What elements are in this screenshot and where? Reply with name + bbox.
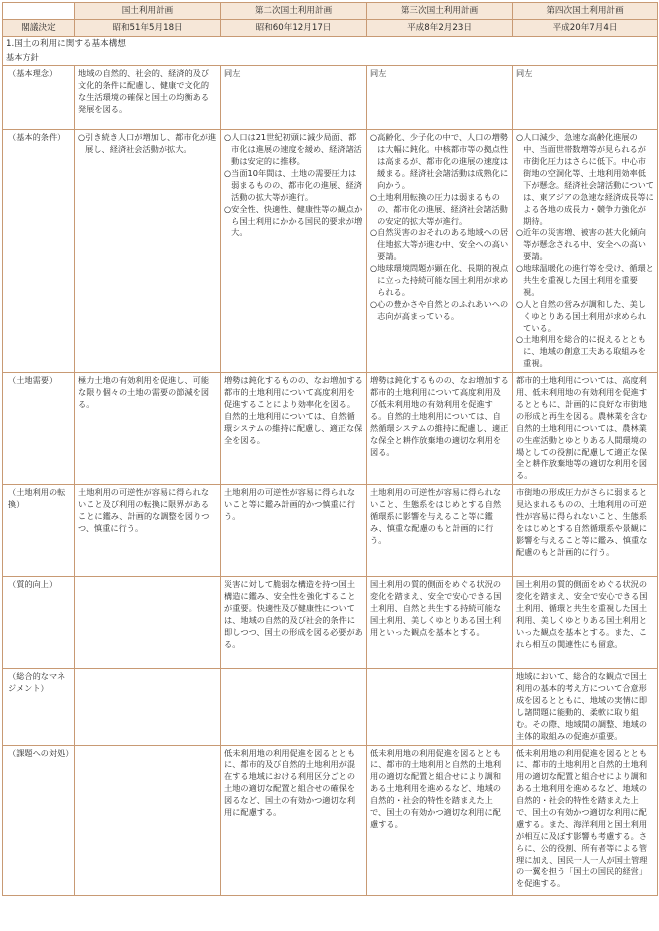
- cell-text: 土地利用の可逆性が容易に得られないこと、生態系をはじめとする自然循環系に影響を与えること等に鑑み、慎重な配慮のもと計画的に行う。: [370, 487, 502, 545]
- header-corner: [3, 3, 75, 20]
- circle-bullet-icon: ○: [224, 168, 232, 179]
- table-row: [3, 130, 658, 373]
- circle-bullet-icon: ○: [370, 298, 378, 309]
- row-label-cell: [3, 669, 75, 745]
- plan-cell-2: [221, 577, 367, 669]
- plan-comparison-table: [2, 2, 658, 896]
- table-row: [3, 485, 658, 577]
- bullet-text: 人口減少、急速な高齢化進展の中、当面世帯数増等が見られるが市街化圧力はさらに低下。中心市街地の空洞化等、土地利用効率低下が懸念。経済社会諸活動については、東アジアの急速な経済成長等による各地の成長力・競争力強化が期待。: [523, 132, 654, 226]
- row-label: （基本的条件）: [8, 132, 66, 143]
- bullet-item: [516, 263, 654, 299]
- row-label-cell: [3, 745, 75, 895]
- table-row: [3, 745, 658, 895]
- circle-bullet-icon: ○: [370, 191, 378, 202]
- section-row: [3, 37, 658, 52]
- bullet-item: [516, 227, 654, 263]
- bullet-text: 地球温暖化の進行等を受け、循環と共生を重視した国土利用を重要視。: [523, 263, 654, 297]
- cell-text: 土地利用の可逆性が容易に得られないこと等に鑑み計画的かつ慎重に行う。: [224, 487, 356, 521]
- plan-cell-4: [513, 373, 658, 485]
- cell-text: 市街地の形成圧力がさらに弱まると見込まれるものの、土地利用の可逆性が容易に得られないこと、生態系をはじめとする自然循環系や景観に影響を与えること等に鑑み、慎重な配慮のもと計画的に行う。: [516, 487, 648, 557]
- circle-bullet-icon: ○: [516, 132, 524, 143]
- cell-text: 同左: [516, 68, 533, 79]
- plan-name-3: 第三次国土利用計画: [367, 3, 513, 20]
- plan-cell-4: [513, 669, 658, 745]
- plan-cell-3: [367, 66, 513, 130]
- cell-text: 同左: [224, 68, 241, 79]
- bullet-text: 人と自然の営みが調和した、美しくゆとりある国土利用が求められている。: [523, 298, 646, 333]
- cell-text: 同左: [370, 68, 387, 79]
- plan-cell-4: [513, 745, 658, 895]
- circle-bullet-icon: ○: [370, 263, 378, 274]
- plan-date-1: 昭和51年5月18日: [75, 20, 221, 37]
- plan-cell-3: [367, 577, 513, 669]
- plan-cell-3: [367, 485, 513, 577]
- cell-text: 地域において、総合的な観点で国土利用の基本的考え方について合意形成を図るとともに、地域の実情に即し諸問題に能動的、柔軟に取り組む。その際、地域間の調整、地域の主体的取組みの促進が重要。: [516, 671, 648, 741]
- plan-cell-1: [75, 577, 221, 669]
- bullet-text: 自然災害のおそれのある地域への居住地拡大等が進む中、安全への高い要請。: [377, 227, 509, 262]
- circle-bullet-icon: ○: [516, 227, 524, 238]
- cell-text: 増勢は鈍化するものの、なお増加する都市的土地利用について高度利用及び低未利用地の有効利用を促進する。自然的土地利用については、自然循環システムの維持に配慮し、適正な保全と耕作放棄地の適切な利用を図る。: [370, 375, 509, 457]
- row-label: （土地需要）: [8, 375, 58, 386]
- cabinet-decision-label: 閣議決定: [3, 20, 75, 37]
- bullet-text: 人口は21世紀初頭に減少局面、都市化は進展の速度を緩め、経済諸活動は安定的に推移。: [231, 132, 362, 167]
- section-title: 1.国土の利用に関する基本構想: [6, 39, 126, 49]
- bullet-text: 心の豊かさや自然とのふれあいへの志向が高まっている。: [377, 298, 509, 321]
- circle-bullet-icon: ○: [516, 334, 524, 345]
- plan-date-2: 昭和60年12月17日: [221, 20, 367, 37]
- circle-bullet-icon: ○: [370, 132, 378, 143]
- table-row: [3, 66, 658, 130]
- plan-cell-4: [513, 485, 658, 577]
- bullet-text: 安全性、快適性、健康性等の観点から国土利用にかかる国民的要求が増大。: [231, 203, 363, 238]
- cell-text: 都市的土地利用については、高度利用、低未利用地の有効利用を促進するとともに、計画的に良好な市街地の形成と再生を図る。農林業を含む自然的土地利用については、農林業の生産活動とゆとりある人間環境の場としての役割に配慮して適正な保全と耕作放棄地等の適切な利用を図る。: [516, 375, 648, 481]
- subsection-row: [3, 51, 658, 65]
- bullet-item: [224, 168, 363, 204]
- plan-cell-3: [367, 745, 513, 895]
- cell-text: 低未利用地の利用促進を図るとともに、都市的土地利用と自然的土地利用の適切な配置と組合せにより調和ある土地利用を進めるなど、地域の自然的・社会的特性を踏まえた上で、国土の有効かつ適切な利用に配慮する。また、海洋利用と国土利用が相互に及ぼす影響も考慮する。さらに、公的役割、所有者等による管理に加え、国民一人一人が国土管理の一翼を担う「国土の国民的経営」を促進する。: [516, 747, 648, 889]
- plan-cell-2: [221, 373, 367, 485]
- cell-text: 増勢は鈍化するものの、なお増加する都市的土地利用について高度利用を促進することにより効率化を図る。自然的土地利用については、自然循環システムの維持に配慮し、適正な保全を図る。: [224, 375, 363, 445]
- bullet-item: [370, 192, 509, 228]
- plan-cell-2: [221, 669, 367, 745]
- bullet-text: 引き続き人口が増加し、都市化が進展し、経済社会活動が拡大。: [85, 132, 217, 155]
- subsection-title-cell: [3, 51, 658, 65]
- row-label: （課題への対処）: [8, 747, 74, 758]
- header-row-dates: [3, 20, 658, 37]
- circle-bullet-icon: ○: [78, 132, 86, 143]
- bullet-item: [370, 263, 509, 299]
- bullet-item: [516, 299, 654, 335]
- plan-cell-3: [367, 130, 513, 373]
- bullet-item: [370, 227, 509, 263]
- plan-cell-4: [513, 130, 658, 373]
- cell-text: 災害に対して脆弱な構造を持つ国土構造に鑑み、安全性を強化することが重要。快適性及び健康性については、地域の自然的及び社会的条件に即しつつ、国土の形成を図る必要がある。: [224, 579, 363, 649]
- plan-name-4: 第四次国土利用計画: [513, 3, 658, 20]
- plan-cell-1: [75, 66, 221, 130]
- plan-name-1: 国土利用計画: [75, 3, 221, 20]
- row-label-cell: [3, 373, 75, 485]
- bullet-text: 土地利用を総合的に捉えるとともに、地域の創意工夫ある取組みを重視。: [523, 334, 646, 369]
- section-title-cell: [3, 37, 658, 52]
- bullet-item: [224, 204, 363, 240]
- cell-text: 土地利用の可逆性が容易に得られないこと及び利用の転換に限界があることに鑑み、計画的な調整を図りつつ、慎重に行う。: [78, 487, 210, 533]
- bullet-text: 当面10年間は、土地の需要圧力は弱まるものの、都市化の進展、経済活動の拡大等が進行。: [231, 168, 362, 202]
- cell-text: 極力土地の有効利用を促進し、可能な限り個々の土地の需要の節減を図る。: [78, 375, 210, 409]
- cell-text: 地域の自然的、社会的、経済的及び文化的条件に配慮し、健康で文化的な生活環境の確保と国土の均衡ある発展を図る。: [78, 68, 210, 115]
- bullet-text: 土地利用転換の圧力は弱まるものの、都市化の進展、経済社会諸活動の安定的拡大等が進行。: [377, 191, 508, 226]
- table-row: [3, 669, 658, 745]
- row-label: （土地利用の転換）: [8, 487, 66, 510]
- plan-cell-2: [221, 130, 367, 373]
- circle-bullet-icon: ○: [224, 203, 232, 214]
- plan-cell-3: [367, 669, 513, 745]
- row-label-cell: [3, 66, 75, 130]
- cell-text: 低未利用地の利用促進を図るとともに、都市的及び自然的土地利用が混在する地域における利用区分ごとの土地の適切な配置と組合せの確保を図るなど、国土の有効かつ適切な利用に配慮する。: [224, 747, 356, 817]
- bullet-item: [370, 299, 509, 323]
- row-label: （総合的なマネジメント）: [8, 671, 66, 694]
- row-label: （基本理念）: [8, 68, 58, 79]
- row-label-cell: [3, 485, 75, 577]
- cell-text: 国土利用の質的側面をめぐる状況の変化を踏まえ、安全で安心できる国土利用、自然と共生する持続可能な国土利用、美しくゆとりある国土利用といった観点を基本とする。: [370, 579, 502, 637]
- plan-cell-1: [75, 485, 221, 577]
- circle-bullet-icon: ○: [516, 298, 524, 309]
- bullet-item: [516, 334, 654, 370]
- circle-bullet-icon: ○: [370, 227, 378, 238]
- plan-cell-1: [75, 130, 221, 373]
- bullet-text: 地球環境問題が顕在化、長期的視点に立った持続可能な国土利用が求められる。: [377, 263, 509, 297]
- plan-cell-3: [367, 373, 513, 485]
- plan-date-4: 平成20年7月4日: [513, 20, 658, 37]
- bullet-item: [516, 132, 654, 227]
- plan-cell-1: [75, 669, 221, 745]
- circle-bullet-icon: ○: [224, 132, 232, 143]
- plan-cell-2: [221, 66, 367, 130]
- table-row: [3, 373, 658, 485]
- bullet-text: 高齢化、少子化の中で、人口の増勢は大幅に鈍化。中核都市等の拠点性は高まるが、都市化の進展の速度は緩まる。経済社会諸活動は成熟化に向かう。: [377, 132, 509, 190]
- cell-text: 低未利用地の利用促進を図るとともに、都市的土地利用と自然的土地利用の適切な配置と組合せにより調和ある土地利用を進めるなど、地域の自然的・社会的特性を踏まえた上で、国土の有効かつ適切な利用に配慮する。: [370, 747, 502, 829]
- bullet-item: [224, 132, 363, 168]
- bullet-text: 近年の災害増、被害の甚大化傾向等が懸念される中、安全への高い要請。: [523, 227, 646, 262]
- bullet-item: [370, 132, 509, 191]
- circle-bullet-icon: ○: [516, 263, 524, 274]
- cell-text: 国土利用の質的側面をめぐる状況の変化を踏まえ、安全で安心できる国土利用、循環と共生を重視した国土利用、美しくゆとりある国土利用といった観点を基本とする。また、これら相互の関連性にも留意。: [516, 579, 648, 649]
- table-row: [3, 577, 658, 669]
- plan-cell-2: [221, 745, 367, 895]
- plan-name-2: 第二次国土利用計画: [221, 3, 367, 20]
- plan-cell-4: [513, 66, 658, 130]
- subsection-title: 基本方針: [6, 52, 39, 63]
- plan-cell-4: [513, 577, 658, 669]
- row-label-cell: [3, 577, 75, 669]
- plan-cell-1: [75, 373, 221, 485]
- plan-date-3: 平成8年2月23日: [367, 20, 513, 37]
- row-label-cell: [3, 130, 75, 373]
- row-label: （質的向上）: [8, 579, 58, 590]
- header-row-plan-names: [3, 3, 658, 20]
- plan-cell-2: [221, 485, 367, 577]
- plan-cell-1: [75, 745, 221, 895]
- table-body: [3, 66, 658, 895]
- bullet-item: [78, 132, 217, 156]
